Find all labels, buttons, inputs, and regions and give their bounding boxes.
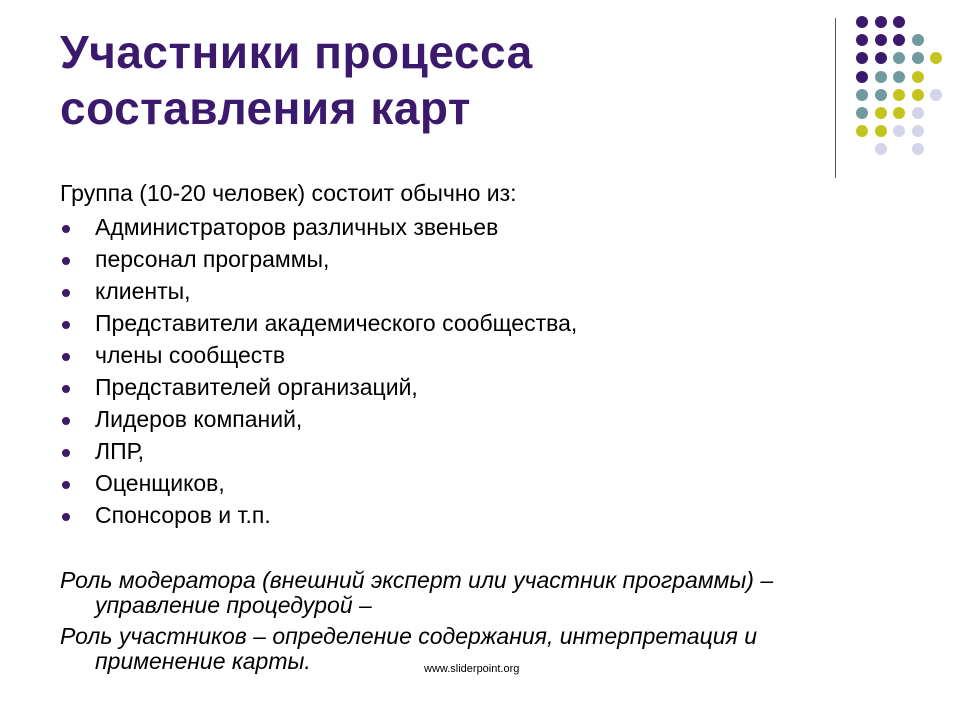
slide-title-line-1: Участники процесса [60, 26, 533, 78]
bullet-dot-icon [62, 481, 70, 489]
decorative-dot-icon [912, 89, 924, 101]
decorative-dot-icon [856, 89, 868, 101]
bullet-dot-icon [62, 225, 70, 233]
moderator-role-line-1: Роль модератора (внешний эксперт или участник программы) – [60, 567, 774, 593]
decorative-dot-grid [846, 10, 946, 160]
decorative-dot-icon [875, 71, 887, 83]
list-item-text: Спонсоров и т.п. [95, 502, 271, 528]
participants-list [60, 211, 920, 531]
list-item-text: члены сообществ [95, 342, 286, 368]
decorative-dot-icon [875, 143, 887, 155]
decorative-dot-icon [893, 34, 905, 46]
decorative-dot-icon [893, 107, 905, 119]
list-item-text: Лидеров компаний, [95, 406, 303, 432]
slide-title [60, 24, 760, 136]
moderator-role-line-2: управление процедурой – [95, 592, 372, 618]
decorative-dot-icon [893, 71, 905, 83]
decorative-dot-icon [856, 125, 868, 137]
decorative-dot-icon [912, 125, 924, 137]
list-item-text: Представителей организаций, [95, 374, 418, 400]
decorative-dot-icon [856, 16, 868, 28]
slide-title-line-2: составления карт [60, 82, 471, 134]
decorative-dot-icon [893, 52, 905, 64]
decorative-dot-icon [875, 34, 887, 46]
decorative-dot-icon [893, 125, 905, 137]
decorative-dot-icon [875, 107, 887, 119]
list-item-text: Оценщиков, [95, 470, 225, 496]
bullet-dot-icon [62, 353, 70, 361]
list-item [60, 403, 920, 435]
intro-text: Группа (10-20 человек) состоит обычно из: [60, 180, 517, 206]
decorative-dot-icon [912, 107, 924, 119]
bullet-dot-icon [62, 321, 70, 329]
decorative-divider [835, 18, 836, 178]
decorative-dot-icon [875, 16, 887, 28]
list-item [60, 339, 920, 371]
list-item [60, 211, 920, 243]
decorative-dot-icon [856, 34, 868, 46]
bullet-dot-icon [62, 257, 70, 265]
decorative-dot-icon [856, 107, 868, 119]
list-item-text: Администраторов различных звеньев [95, 214, 499, 240]
moderator-role-text [60, 568, 920, 618]
bullet-dot-icon [62, 513, 70, 521]
decorative-dot-icon [912, 143, 924, 155]
footer-source-text: www.sliderpoint.org [424, 663, 520, 675]
bullet-dot-icon [62, 417, 70, 425]
decorative-dot-icon [930, 89, 942, 101]
decorative-dot-icon [912, 34, 924, 46]
decorative-dot-icon [856, 52, 868, 64]
list-item [60, 467, 920, 499]
bullet-dot-icon [62, 449, 70, 457]
list-item [60, 371, 920, 403]
list-item [60, 243, 920, 275]
decorative-dot-icon [912, 52, 924, 64]
list-item [60, 307, 920, 339]
list-item-text: ЛПР, [95, 438, 145, 464]
bullet-dot-icon [62, 289, 70, 297]
decorative-dot-icon [930, 52, 942, 64]
list-item-text: клиенты, [95, 278, 191, 304]
list-item [60, 275, 920, 307]
decorative-dot-icon [875, 52, 887, 64]
decorative-dot-icon [875, 125, 887, 137]
decorative-dot-icon [856, 71, 868, 83]
decorative-dot-icon [893, 89, 905, 101]
decorative-dot-icon [893, 16, 905, 28]
list-item [60, 435, 920, 467]
decorative-dot-icon [912, 71, 924, 83]
decorative-dot-icon [875, 89, 887, 101]
bullet-dot-icon [62, 385, 70, 393]
list-item-text: персонал программы, [95, 246, 330, 272]
slide-body [60, 178, 920, 531]
participants-role-line-2: применение карты. [95, 648, 311, 674]
list-item [60, 499, 920, 531]
list-item-text: Представители академического сообщества, [95, 310, 578, 336]
participants-role-line-1: Роль участников – определение содержания, интерпретация и [60, 623, 757, 649]
